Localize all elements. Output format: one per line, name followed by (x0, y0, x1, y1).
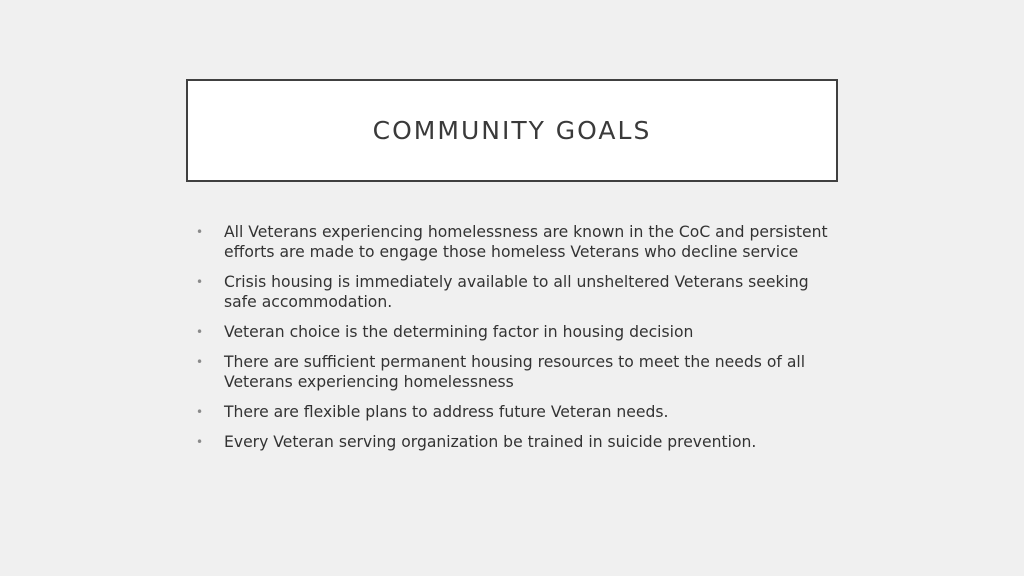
bullet-item-2 (196, 272, 836, 312)
bullet-text: Veteran choice is the determining factor in housing decision (224, 323, 694, 341)
bullet-text: Every Veteran serving organization be trained in suicide prevention. (224, 433, 757, 451)
bullet-dot-icon: • (196, 405, 204, 419)
bullet-item-1 (196, 222, 836, 262)
bullet-item-5 (196, 402, 836, 422)
bullet-item-3 (196, 322, 836, 342)
slide-title: COMMUNITY GOALS (372, 116, 652, 145)
bullet-dot-icon: • (196, 355, 204, 369)
bullet-text: Crisis housing is immediately available to all unsheltered Veterans seeking safe accommodation. (224, 273, 809, 311)
bullet-item-4 (196, 352, 836, 392)
bullet-list (196, 222, 836, 462)
bullet-dot-icon: • (196, 435, 204, 449)
bullet-text: All Veterans experiencing homelessness are known in the CoC and persistent efforts are made to engage those homeless Veterans who decline service (224, 223, 828, 261)
bullet-text: There are sufficient permanent housing resources to meet the needs of all Veterans experiencing homelessness (224, 353, 806, 391)
title-box (186, 79, 838, 182)
bullet-dot-icon: • (196, 275, 204, 289)
bullet-dot-icon: • (196, 325, 204, 339)
bullet-text: There are flexible plans to address future Veteran needs. (224, 403, 669, 421)
bullet-item-6 (196, 432, 836, 452)
bullet-dot-icon: • (196, 225, 204, 239)
